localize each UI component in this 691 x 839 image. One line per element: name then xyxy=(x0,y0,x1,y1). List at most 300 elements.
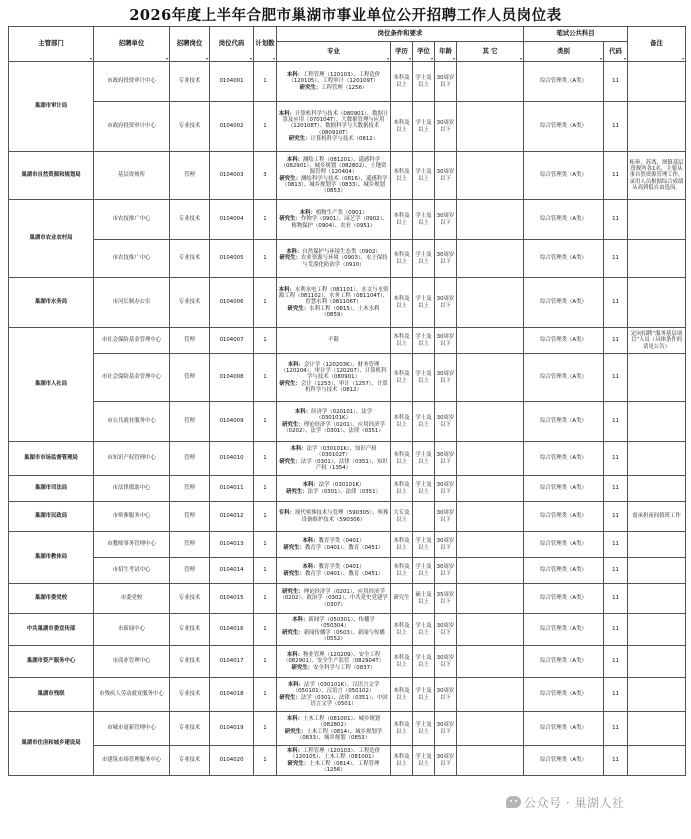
count-cell: 1 xyxy=(254,278,277,328)
category-cell: 综合管理类（A类） xyxy=(524,102,604,152)
note-cell xyxy=(628,354,686,402)
exam-code-cell: 11 xyxy=(604,62,628,102)
major-list: 现代殡葬技术与管理（590305）、殡葬设备维护技术（590306） xyxy=(294,510,389,523)
filter-dropdown-icon[interactable]: ▾ xyxy=(681,55,684,61)
count-cell: 3 xyxy=(254,152,277,200)
filter-dropdown-icon[interactable]: ▾ xyxy=(249,55,252,61)
other-cell xyxy=(457,746,524,776)
edu-cell: 本科及以上 xyxy=(391,476,413,502)
edu-cell: 本科及以上 xyxy=(391,746,413,776)
major-list: 作物学（0901）、园艺学（0902）、植物保护（0904）、农业（0951） xyxy=(291,216,388,229)
code-cell: 0104012 xyxy=(210,502,254,532)
count-cell: 1 xyxy=(254,712,277,746)
post-cell: 管理 xyxy=(170,328,210,354)
major-list: 物业管理（120209）、安全工程（082901）、安全生产监管（082904T） xyxy=(282,652,385,665)
table-row xyxy=(9,646,686,678)
major-level-label: 本科： xyxy=(302,538,319,545)
major-list: 水利水电工程（081101）、水文与水资源工程（081102）、水务工程（081104T）、智慧水利（081106T） xyxy=(278,287,389,306)
count-cell: 1 xyxy=(254,442,277,476)
table-row xyxy=(9,584,686,614)
unit-cell: 基层资规所 xyxy=(94,152,170,200)
degree-cell: 学士及以上 xyxy=(413,678,435,712)
major-level-label: 本科： xyxy=(278,287,295,294)
count-cell: 1 xyxy=(254,354,277,402)
age-cell: 30周岁以下 xyxy=(435,62,457,102)
count-cell: 1 xyxy=(254,614,277,646)
major-list: 计算机科学与技术（0812） xyxy=(310,135,379,142)
major-cell xyxy=(277,712,391,746)
category-cell: 综合管理类（A类） xyxy=(524,712,604,746)
major-level-label: 本科： xyxy=(299,210,316,217)
major-cell xyxy=(277,240,391,278)
major-cell xyxy=(277,278,391,328)
page-title: 2026年度上半年合肥市巢湖市事业单位公开招聘工作人员岗位表 xyxy=(129,7,562,24)
table-row xyxy=(9,240,686,278)
edu-cell: 本科及以上 xyxy=(391,532,413,558)
note-cell xyxy=(628,558,686,584)
code-cell: 0104011 xyxy=(210,476,254,502)
edu-cell: 本科及以上 xyxy=(391,712,413,746)
table-row xyxy=(9,712,686,746)
edu-cell: 本科及以上 xyxy=(391,354,413,402)
dept-cell: 巢湖市住房和城乡建设局 xyxy=(9,712,94,776)
age-cell: 35周岁以下 xyxy=(435,584,457,614)
dept-cell: 巢湖市自然资源和规划局 xyxy=(9,152,94,200)
post-cell: 专业技术 xyxy=(170,712,210,746)
count-cell: 1 xyxy=(254,746,277,776)
category-cell: 综合管理类（A类） xyxy=(524,502,604,532)
exam-code-cell: 11 xyxy=(604,614,628,646)
major-list: 农业资源与环境（0903）、水土保持与荒漠化防治学（0910） xyxy=(301,255,388,268)
major-list: 教育学（0401）、教育（0451） xyxy=(304,570,384,577)
post-cell: 管理 xyxy=(170,532,210,558)
major-list: 土木工程（0814）、城乡规划学（0833）、城乡规划（0853） xyxy=(296,728,383,741)
major-list: 会计学（120203K）、财务管理（120204）、审计学（120207）、计算机科学与技术（080901） xyxy=(280,362,387,381)
major-level-label: 研究生： xyxy=(284,728,307,735)
age-cell: 30周岁以下 xyxy=(435,442,457,476)
major-list: 自然保护与环境生态类（0902） xyxy=(302,249,381,256)
count-cell: 1 xyxy=(254,62,277,102)
wechat-icon xyxy=(506,796,521,808)
major-list: 水利工程（0815）、土木水利（0859） xyxy=(309,305,380,318)
other-cell xyxy=(457,152,524,200)
major-list: 教育学类（0401） xyxy=(318,564,365,571)
code-cell: 0104015 xyxy=(210,584,254,614)
filter-dropdown-icon[interactable]: ▾ xyxy=(430,55,433,61)
dept-cell: 巢湖市残联 xyxy=(9,678,94,712)
code-cell: 0104003 xyxy=(210,152,254,200)
unit-cell: 市新闻中心 xyxy=(94,614,170,646)
major-list: 计算机科学与技术（080901）、数据计算及应用（070104T）、大数据管理与应用（120108T）、数据科学与大数据技术（080910T） xyxy=(282,111,389,136)
col-other: 其 它 ▾ xyxy=(457,42,524,62)
major-list: 理论经济学（0201）、应用经济学（0202）、法学（0301）、法律（0351） xyxy=(283,421,385,434)
note-cell xyxy=(628,678,686,712)
code-cell: 0104004 xyxy=(210,200,254,240)
major-list: 新闻传播学（0503）、新闻与传播（0552） xyxy=(303,629,385,642)
count-cell: 1 xyxy=(254,402,277,442)
other-cell xyxy=(457,240,524,278)
edu-cell: 本科及以上 xyxy=(391,328,413,354)
category-cell: 综合管理类（A类） xyxy=(524,584,604,614)
degree-cell: 学士及以上 xyxy=(413,712,435,746)
major-cell xyxy=(277,200,391,240)
note-cell xyxy=(628,746,686,776)
unit-cell: 市知识产权管理中心 xyxy=(94,442,170,476)
other-cell xyxy=(457,354,524,402)
age-cell: 30周岁以下 xyxy=(435,152,457,200)
code-cell: 0104010 xyxy=(210,442,254,476)
degree-cell xyxy=(413,502,435,532)
major-list: 理论经济学（0201）、应用经济学（0202）、政治学（0302）、中共党史党建学（0307） xyxy=(279,589,388,608)
other-cell xyxy=(457,200,524,240)
post-cell: 专业技术 xyxy=(170,62,210,102)
edu-cell: 本科及以上 xyxy=(391,678,413,712)
col-count: 计划数 ▾ xyxy=(254,27,277,62)
age-cell: 30周岁以下 xyxy=(435,614,457,646)
edu-cell: 本科及以上 xyxy=(391,442,413,476)
age-cell: 30周岁以下 xyxy=(435,646,457,678)
count-cell: 1 xyxy=(254,240,277,278)
major-cell xyxy=(277,152,391,200)
exam-code-cell: 11 xyxy=(604,502,628,532)
major-cell xyxy=(277,402,391,442)
table-row xyxy=(9,746,686,776)
major-list: 安全科学与工程（0837） xyxy=(313,664,376,671)
note-cell xyxy=(628,102,686,152)
dept-cell: 中共巢湖市委宣传部 xyxy=(9,614,94,646)
major-level-label: 本科： xyxy=(286,716,303,723)
other-cell xyxy=(457,402,524,442)
col-age: 年龄 ▾ xyxy=(435,42,457,62)
age-cell: 30周岁以下 xyxy=(435,328,457,354)
exam-code-cell: 11 xyxy=(604,402,628,442)
category-cell: 综合管理类（A类） xyxy=(524,678,604,712)
major-level-label: 研究生： xyxy=(279,175,302,182)
major-level-label: 专科： xyxy=(278,510,295,517)
note-cell: 需承担夜间值班工作 xyxy=(628,502,686,532)
major-level-label: 本科： xyxy=(287,362,304,369)
col-category: 类别 ▾ xyxy=(524,42,604,62)
category-cell: 综合管理类（A类） xyxy=(524,328,604,354)
exam-code-cell: 11 xyxy=(604,328,628,354)
exam-code-cell: 11 xyxy=(604,354,628,402)
table-row xyxy=(9,402,686,442)
major-list: 法学（030101K）、知识产权（030102T） xyxy=(306,446,377,459)
exam-code-cell: 11 xyxy=(604,712,628,746)
category-cell: 综合管理类（A类） xyxy=(524,152,604,200)
other-cell xyxy=(457,678,524,712)
age-cell: 30周岁以下 xyxy=(435,678,457,712)
post-cell: 专业技术 xyxy=(170,678,210,712)
major-list: 测绘科学与技术（0816）、遥感科学（0813）、城乡规划学（0833）、城乡规划（0853） xyxy=(282,175,388,194)
table-row xyxy=(9,476,686,502)
count-cell: 1 xyxy=(254,678,277,712)
major-list: 法学（030101K） xyxy=(318,482,365,489)
watermark: 公众号 · 巢湖人社 xyxy=(506,794,624,811)
filter-dropdown-icon[interactable]: ▾ xyxy=(599,55,602,61)
code-cell: 0104006 xyxy=(210,278,254,328)
major-list: 工程管理（1256） xyxy=(321,84,368,91)
table-row xyxy=(9,152,686,200)
category-cell: 综合管理类（A类） xyxy=(524,62,604,102)
col-major: 专业 ▾ xyxy=(277,42,391,62)
major-cell xyxy=(277,354,391,402)
dept-cell: 巢湖市资产服务中心 xyxy=(9,646,94,678)
major-level-label: 研究生： xyxy=(279,458,301,465)
post-cell: 专业技术 xyxy=(170,102,210,152)
count-cell: 1 xyxy=(254,476,277,502)
note-cell xyxy=(628,476,686,502)
category-cell: 综合管理类（A类） xyxy=(524,532,604,558)
dept-cell: 巢湖市司法局 xyxy=(9,476,94,502)
major-level-label: 研究生： xyxy=(287,760,310,767)
degree-cell: 学士及以上 xyxy=(413,402,435,442)
unit-cell: 市法律援助中心 xyxy=(94,476,170,502)
dept-cell: 巢湖市民政局 xyxy=(9,502,94,532)
age-cell: 30周岁以下 xyxy=(435,746,457,776)
degree-cell: 硕士及以上 xyxy=(413,584,435,614)
code-cell: 0104001 xyxy=(210,62,254,102)
unit-cell: 市殡葬服务中心 xyxy=(94,502,170,532)
filter-dropdown-icon[interactable]: ▾ xyxy=(452,55,455,61)
exam-code-cell: 11 xyxy=(604,584,628,614)
major-level-label: 研究生： xyxy=(279,694,301,701)
age-cell: 30周岁以下 xyxy=(435,102,457,152)
major-level-label: 研究生： xyxy=(282,421,304,428)
table-row xyxy=(9,678,686,712)
count-cell: 1 xyxy=(254,584,277,614)
degree-cell: 学士及以上 xyxy=(413,532,435,558)
count-cell: 1 xyxy=(254,646,277,678)
unit-cell: 市政府投资审计中心 xyxy=(94,102,170,152)
major-cell xyxy=(277,532,391,558)
degree-cell: 学士及以上 xyxy=(413,558,435,584)
filter-dropdown-icon[interactable]: ▾ xyxy=(386,55,389,61)
age-cell: 30周岁以下 xyxy=(435,240,457,278)
note-cell xyxy=(628,442,686,476)
edu-cell: 本科及以上 xyxy=(391,152,413,200)
count-cell: 1 xyxy=(254,532,277,558)
code-cell: 0104020 xyxy=(210,746,254,776)
exam-code-cell: 11 xyxy=(604,278,628,328)
major-level-label: 本科： xyxy=(292,617,309,624)
post-cell: 管理 xyxy=(170,402,210,442)
category-cell: 综合管理类（A类） xyxy=(524,278,604,328)
major-list: 土木工程（081001）、城乡规划（082802） xyxy=(303,716,381,729)
category-cell: 综合管理类（A类） xyxy=(524,200,604,240)
category-cell: 综合管理类（A类） xyxy=(524,476,604,502)
major-cell xyxy=(277,646,391,678)
filter-dropdown-icon[interactable]: ▾ xyxy=(205,55,208,61)
exam-code-cell: 11 xyxy=(604,558,628,584)
exam-code-cell: 11 xyxy=(604,746,628,776)
filter-dropdown-icon[interactable]: ▾ xyxy=(165,55,168,61)
col-note: 备注 ▾ xyxy=(628,27,686,62)
major-list: 土木工程（0814）、工程管理（1256） xyxy=(309,760,380,773)
note-cell xyxy=(628,646,686,678)
col-exam-code: 代码 ▾ xyxy=(604,42,628,62)
other-cell xyxy=(457,62,524,102)
unit-cell: 市招生考试中心 xyxy=(94,558,170,584)
dept-cell: 巢湖市审计局 xyxy=(9,62,94,152)
unit-cell: 市委党校 xyxy=(94,584,170,614)
major-level-label: 本科： xyxy=(286,72,303,79)
degree-cell: 学士及以上 xyxy=(413,746,435,776)
major-list: 工程管理（120103）、工程造价（120105）、工程审计（120109T） xyxy=(288,72,381,85)
age-cell: 30周岁以下 xyxy=(435,200,457,240)
dept-cell: 巢湖市水务局 xyxy=(9,278,94,328)
edu-cell: 大专及以上 xyxy=(391,502,413,532)
major-list: 测绘工程（081201）、遥感科学（082901）、城乡规划（082802）、土地资源管理（120404） xyxy=(280,157,387,176)
major-cell xyxy=(277,476,391,502)
age-cell: 30周岁以下 xyxy=(435,278,457,328)
note-cell xyxy=(628,402,686,442)
edu-cell: 本科及以上 xyxy=(391,614,413,646)
unit-cell: 市农技推广中心 xyxy=(94,240,170,278)
major-cell xyxy=(277,746,391,776)
unit-cell: 市商业管理中心 xyxy=(94,646,170,678)
dept-cell: 巢湖市人社局 xyxy=(9,328,94,442)
degree-cell: 学士及以上 xyxy=(413,278,435,328)
major-list: 新闻学（050301）、传播学（050304） xyxy=(308,617,375,630)
unit-cell: 市城市更新管理中心 xyxy=(94,712,170,746)
col-conditions: 岗位条件和要求 xyxy=(277,27,524,42)
post-cell: 管理 xyxy=(170,558,210,584)
filter-dropdown-icon[interactable]: ▾ xyxy=(89,55,92,61)
code-cell: 0104009 xyxy=(210,402,254,442)
count-cell: 1 xyxy=(254,328,277,354)
other-cell xyxy=(457,278,524,328)
major-level-label: 研究生： xyxy=(288,135,311,142)
unit-cell: 市教师事务管理中心 xyxy=(94,532,170,558)
table-row xyxy=(9,102,686,152)
edu-cell: 本科及以上 xyxy=(391,278,413,328)
exam-code-cell: 11 xyxy=(604,240,628,278)
col-unit: 招聘单位 ▾ xyxy=(94,27,170,62)
note-cell xyxy=(628,712,686,746)
code-cell: 0104005 xyxy=(210,240,254,278)
category-cell: 综合管理类（A类） xyxy=(524,746,604,776)
exam-code-cell: 11 xyxy=(604,476,628,502)
age-cell: 30周岁以下 xyxy=(435,558,457,584)
other-cell xyxy=(457,614,524,646)
post-cell: 专业技术 xyxy=(170,278,210,328)
major-level-label: 研究生： xyxy=(279,216,301,223)
filter-dropdown-icon[interactable]: ▾ xyxy=(519,55,522,61)
degree-cell: 学士及以上 xyxy=(413,328,435,354)
unit-cell: 市政府投资审计中心 xyxy=(94,62,170,102)
filter-dropdown-icon[interactable]: ▾ xyxy=(272,55,275,61)
major-list: 教育学（0401）、教育（0451） xyxy=(304,544,384,551)
code-cell: 0104016 xyxy=(210,614,254,646)
edu-cell: 本科及以上 xyxy=(391,646,413,678)
note-cell xyxy=(628,584,686,614)
age-cell: 30周岁以下 xyxy=(435,402,457,442)
major-level-label: 本科： xyxy=(286,249,303,256)
age-cell: 30周岁以下 xyxy=(435,532,457,558)
table-row xyxy=(9,442,686,476)
degree-cell: 学士及以上 xyxy=(413,646,435,678)
job-table xyxy=(8,26,686,776)
edu-cell: 本科及以上 xyxy=(391,62,413,102)
unit-cell: 市社会保险基金管理中心 xyxy=(94,328,170,354)
major-level-label: 研究生： xyxy=(283,570,305,577)
major-list: 法学（0301）、法律（0351）、中国语言文学（0501） xyxy=(300,694,388,707)
code-cell: 0104013 xyxy=(210,532,254,558)
major-list: 经济学（020101）、法学（030101K） xyxy=(311,409,373,422)
col-degree: 学位 ▾ xyxy=(413,42,435,62)
major-level-label: 研究生： xyxy=(291,664,314,671)
post-cell: 专业技术 xyxy=(170,240,210,278)
degree-cell: 学士及以上 xyxy=(413,442,435,476)
category-cell: 综合管理类（A类） xyxy=(524,614,604,646)
major-level-label: 研究生： xyxy=(282,589,304,596)
post-cell: 专业技术 xyxy=(170,200,210,240)
major-list: 植物生产类（0901） xyxy=(315,210,368,217)
note-cell xyxy=(628,200,686,240)
category-cell: 综合管理类（A类） xyxy=(524,354,604,402)
other-cell xyxy=(457,532,524,558)
note-cell xyxy=(628,614,686,646)
dept-cell: 巢湖市市场监督管理局 xyxy=(9,442,94,476)
post-cell: 专业技术 xyxy=(170,584,210,614)
degree-cell: 学士及以上 xyxy=(413,62,435,102)
major-cell xyxy=(277,584,391,614)
code-cell: 0104002 xyxy=(210,102,254,152)
post-cell: 管理 xyxy=(170,354,210,402)
major-cell xyxy=(277,678,391,712)
count-cell: 1 xyxy=(254,200,277,240)
dept-cell: 巢湖市委党校 xyxy=(9,584,94,614)
major-level-label: 本科： xyxy=(286,652,303,659)
major-level-label: 研究生： xyxy=(299,84,322,91)
major-list: 会计（1253）、审计（1257）、计算机科学与技术（0812） xyxy=(300,380,388,393)
edu-cell: 本科及以上 xyxy=(391,200,413,240)
unit-cell: 市建筑市场管理服务中心 xyxy=(94,746,170,776)
count-cell: 1 xyxy=(254,558,277,584)
unit-cell: 市残疾人劳动就业服务中心 xyxy=(94,678,170,712)
other-cell xyxy=(457,584,524,614)
degree-cell: 学士及以上 xyxy=(413,152,435,200)
major-level-label: 本科： xyxy=(302,482,319,489)
table-row xyxy=(9,558,686,584)
table-row xyxy=(9,614,686,646)
note-cell: 定向招聘“服务基层项目”人员（具体条件的请见公告） xyxy=(628,328,686,354)
category-cell: 综合管理类（A类） xyxy=(524,240,604,278)
col-code: 岗位代码 ▾ xyxy=(210,27,254,62)
edu-cell: 本科及以上 xyxy=(391,558,413,584)
major-level-label: 本科： xyxy=(286,157,303,164)
major-cell xyxy=(277,558,391,584)
exam-code-cell: 11 xyxy=(604,200,628,240)
code-cell: 0104008 xyxy=(210,354,254,402)
post-cell: 管理 xyxy=(170,442,210,476)
table-row xyxy=(9,328,686,354)
post-cell: 专业技术 xyxy=(170,614,210,646)
table-row xyxy=(9,62,686,102)
age-cell: 30周岁以下 xyxy=(435,712,457,746)
other-cell xyxy=(457,442,524,476)
code-cell: 0104017 xyxy=(210,646,254,678)
exam-code-cell: 11 xyxy=(604,102,628,152)
major-cell xyxy=(277,102,391,152)
other-cell xyxy=(457,476,524,502)
other-cell xyxy=(457,646,524,678)
code-cell: 0104019 xyxy=(210,712,254,746)
filter-dropdown-icon[interactable]: ▾ xyxy=(408,55,411,61)
note-cell xyxy=(628,240,686,278)
filter-dropdown-icon[interactable]: ▾ xyxy=(623,55,626,61)
